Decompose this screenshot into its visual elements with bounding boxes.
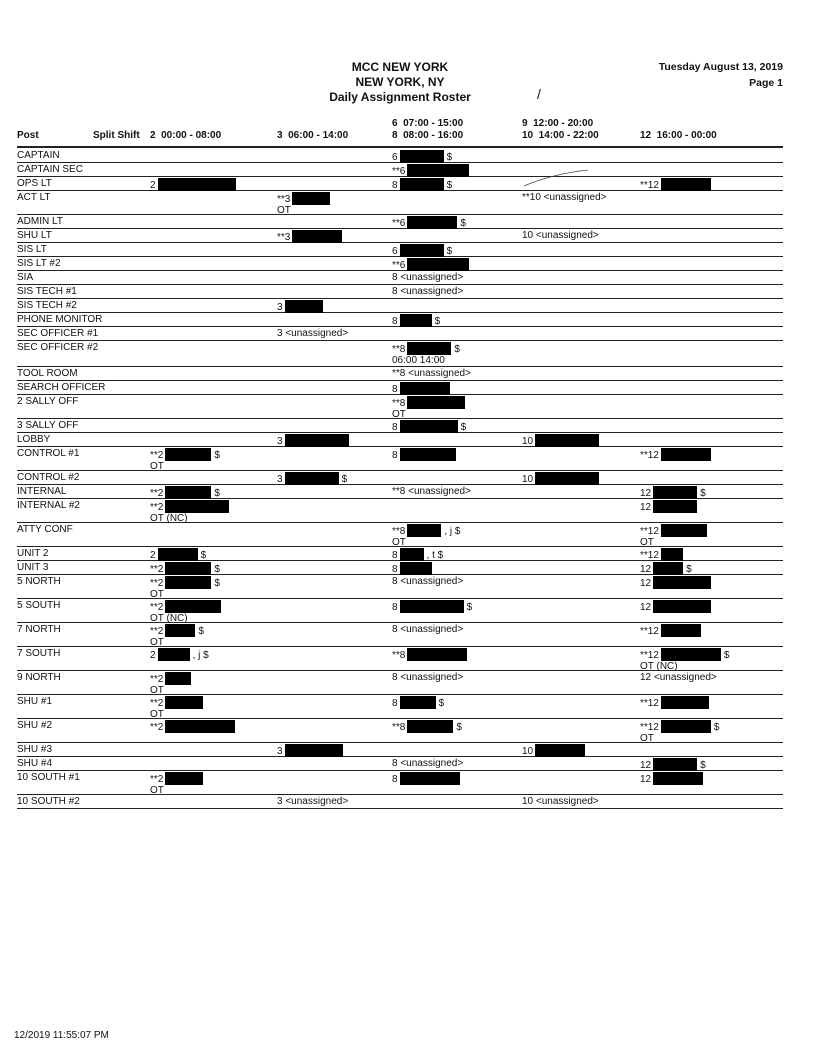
- assignment-cell: [640, 576, 711, 589]
- post-name: SHU #1: [17, 696, 53, 707]
- assignment-note: OT: [150, 709, 164, 720]
- redaction-bar: [653, 600, 711, 613]
- assignment-note: OT (NC): [640, 661, 678, 672]
- redaction-bar: [400, 448, 456, 461]
- assignment-shift: 2: [150, 550, 156, 561]
- table-row: [17, 366, 783, 381]
- assignment-flag: $: [446, 246, 453, 257]
- redaction-bar: [165, 600, 221, 613]
- table-row: [17, 340, 783, 367]
- assignment-shift: 8: [392, 422, 398, 433]
- assignment-shift: **12: [640, 550, 659, 561]
- redaction-bar: [400, 696, 436, 709]
- assignment-shift: 10: [522, 436, 534, 447]
- table-row: [17, 718, 783, 743]
- redaction-bar: [653, 500, 697, 513]
- table-row: [17, 394, 783, 419]
- assignment-flag: , j $: [192, 650, 209, 661]
- redaction-bar: [661, 648, 721, 661]
- assignment-cell: [392, 600, 472, 613]
- assignment-cell: [150, 672, 191, 696]
- assignment-shift: **8: [392, 398, 406, 409]
- col-post: Post: [17, 130, 39, 141]
- assignment-shift: **12: [640, 722, 659, 733]
- assignment-note: 06:00 14:00: [392, 355, 445, 366]
- assignment-cell: [640, 448, 711, 461]
- assignment-note: OT (NC): [150, 513, 188, 524]
- assignment-shift: **10 <unassigned>: [522, 192, 607, 203]
- assignment-shift: 3: [277, 746, 283, 757]
- assignment-shift: **2: [150, 674, 164, 685]
- table-row: [17, 176, 783, 191]
- assignment-flag: $: [686, 564, 692, 575]
- assignment-cell: [392, 342, 460, 366]
- facility-name: MCC NEW YORK: [351, 60, 449, 74]
- assignment-cell: [392, 696, 444, 709]
- redaction-bar: [165, 448, 211, 461]
- assignment-shift: 8: [392, 774, 398, 785]
- assignment-cell: [522, 230, 599, 241]
- assignment-flag: $: [200, 550, 207, 561]
- assignment-flag: $: [214, 488, 220, 499]
- table-row: [17, 560, 783, 575]
- assignment-cell: [640, 624, 701, 637]
- assignment-flag: $: [460, 422, 467, 433]
- assignment-shift: 12: [640, 602, 652, 613]
- assignment-flag: $: [456, 722, 462, 733]
- redaction-bar: [407, 524, 441, 537]
- col-shift-3: 3 06:00 - 14:00: [277, 130, 349, 141]
- assignment-flag: $: [466, 602, 473, 613]
- assignment-shift: 3: [277, 474, 283, 485]
- assignment-shift: **2: [150, 774, 164, 785]
- assignment-flag: $: [198, 626, 204, 637]
- post-name: SEC OFFICER #1: [17, 328, 99, 339]
- assignment-flag: $: [713, 722, 720, 733]
- redaction-bar: [165, 500, 229, 513]
- assignment-shift: 8: [392, 602, 398, 613]
- assignment-cell: [640, 696, 709, 709]
- post-name: 5 SOUTH: [17, 600, 61, 611]
- assignment-note: OT: [640, 733, 654, 744]
- assignment-cell: [277, 192, 330, 216]
- assignment-note: OT: [277, 205, 291, 216]
- table-row: [17, 432, 783, 447]
- assignment-shift: 3: [277, 436, 283, 447]
- post-name: INTERNAL: [17, 486, 67, 497]
- assignment-cell: [640, 648, 729, 672]
- assignment-shift: 10 <unassigned>: [522, 796, 599, 807]
- post-name: 7 NORTH: [17, 624, 61, 635]
- table-row: [17, 622, 783, 647]
- assignment-shift: 8: [392, 384, 398, 395]
- redaction-bar: [661, 696, 709, 709]
- assignment-cell: [522, 192, 607, 203]
- assignment-shift: **12: [640, 526, 659, 537]
- col-shift-2: 2 00:00 - 08:00: [150, 130, 222, 141]
- assignment-shift: 10: [522, 474, 534, 485]
- assignment-shift: **2: [150, 602, 164, 613]
- assignment-cell: [392, 772, 460, 785]
- post-name: ATTY CONF: [17, 524, 73, 535]
- assignment-shift: **12: [640, 450, 659, 461]
- assignment-shift: **8: [392, 526, 406, 537]
- assignment-shift: 8 <unassigned>: [392, 758, 464, 769]
- assignment-cell: [150, 772, 203, 796]
- post-name: SHU LT: [17, 230, 52, 241]
- assignment-flag: , j $: [444, 526, 461, 537]
- assignment-shift: **2: [150, 578, 164, 589]
- redaction-bar: [661, 624, 701, 637]
- redaction-bar: [407, 342, 451, 355]
- redaction-bar: [400, 772, 460, 785]
- assignment-cell: [150, 720, 235, 733]
- assignment-cell: [640, 772, 703, 785]
- redaction-bar: [165, 720, 235, 733]
- assignment-shift: **2: [150, 564, 164, 575]
- post-name: SIS LT: [17, 244, 47, 255]
- assignment-note: OT: [392, 537, 406, 548]
- assignment-cell: [150, 500, 229, 524]
- assignment-cell: [150, 624, 204, 648]
- report-date: Tuesday August 13, 2019: [658, 61, 783, 73]
- post-name: CONTROL #2: [17, 472, 80, 483]
- assignment-shift: **2: [150, 722, 164, 733]
- assignment-shift: 8: [392, 550, 398, 561]
- assignment-shift: 8: [392, 180, 398, 191]
- table-row: [17, 694, 783, 719]
- assignment-cell: [150, 576, 220, 600]
- post-name: SHU #2: [17, 720, 53, 731]
- post-name: 10 SOUTH #1: [17, 772, 80, 783]
- pen-mark: /: [537, 86, 541, 102]
- assignment-note: OT: [150, 461, 164, 472]
- assignment-note: OT: [150, 637, 164, 648]
- post-name: UNIT 3: [17, 562, 49, 573]
- assignment-flag: $: [341, 474, 348, 485]
- post-name: 9 NORTH: [17, 672, 61, 683]
- assignment-flag: $: [723, 650, 730, 661]
- col-split-shift: Split Shift: [93, 130, 140, 141]
- assignment-shift: 6: [392, 152, 398, 163]
- redaction-bar: [165, 576, 211, 589]
- post-name: CAPTAIN SEC: [17, 164, 83, 175]
- post-name: SHU #4: [17, 758, 53, 769]
- post-name: SIS TECH #2: [17, 300, 77, 311]
- assignment-cell: [392, 272, 463, 283]
- redaction-bar: [400, 600, 464, 613]
- post-name: 2 SALLY OFF: [17, 396, 79, 407]
- assignment-cell: [522, 796, 599, 807]
- assignment-shift: 2: [150, 180, 156, 191]
- assignment-cell: [640, 672, 717, 683]
- table-row: [17, 148, 783, 163]
- assignment-shift: **3: [277, 194, 291, 205]
- assignment-shift: 2: [150, 650, 156, 661]
- assignment-shift: **2: [150, 450, 164, 461]
- assignment-cell: [640, 600, 711, 613]
- table-row: [17, 326, 783, 341]
- assignment-shift: 12: [640, 774, 652, 785]
- assignment-cell: [640, 524, 707, 548]
- assignment-shift: 12: [640, 502, 652, 513]
- post-name: UNIT 2: [17, 548, 49, 559]
- post-name: SEC OFFICER #2: [17, 342, 99, 353]
- table-row: [17, 794, 783, 809]
- table-row: [17, 380, 783, 395]
- table-row: [17, 522, 783, 547]
- assignment-flag: $: [214, 578, 220, 589]
- assignment-shift: 8 <unassigned>: [392, 576, 464, 587]
- assignment-shift: 10 <unassigned>: [522, 230, 599, 241]
- table-row: [17, 546, 783, 561]
- assignment-flag: $: [700, 760, 706, 771]
- table-row: [17, 298, 783, 313]
- assignment-shift: **12: [640, 650, 659, 661]
- facility-location: NEW YORK, NY: [355, 75, 445, 89]
- assignment-cell: [392, 396, 465, 420]
- post-name: ADMIN LT: [17, 216, 63, 227]
- assignment-shift: **6: [392, 166, 406, 177]
- redaction-bar: [407, 396, 465, 409]
- assignment-cell: [150, 600, 221, 624]
- pen-scribble: [522, 168, 592, 190]
- assignment-cell: [150, 448, 220, 472]
- assignment-flag: $: [446, 152, 453, 163]
- table-row: [17, 498, 783, 523]
- table-row: [17, 756, 783, 771]
- redaction-bar: [407, 720, 453, 733]
- assignment-shift: 8 <unassigned>: [392, 672, 464, 683]
- table-row: [17, 190, 783, 215]
- assignment-note: OT: [150, 785, 164, 796]
- table-row: [17, 162, 783, 177]
- table-row: [17, 470, 783, 485]
- post-name: 7 SOUTH: [17, 648, 61, 659]
- redaction-bar: [158, 648, 190, 661]
- table-row: [17, 646, 783, 671]
- assignment-shift: **6: [392, 260, 406, 271]
- post-name: SIS TECH #1: [17, 286, 77, 297]
- assignment-note: OT (NC): [150, 613, 188, 624]
- assignment-note: OT: [150, 685, 164, 696]
- assignment-shift: **12: [640, 180, 659, 191]
- assignment-shift: **8 <unassigned>: [392, 486, 471, 497]
- page-title: Daily Assignment Roster: [329, 90, 471, 104]
- assignment-cell: [277, 328, 348, 339]
- page-number: Page 1: [749, 77, 783, 89]
- table-row: [17, 214, 783, 229]
- assignment-shift: 3: [277, 302, 283, 313]
- assignment-shift: 12: [640, 578, 652, 589]
- assignment-flag: , t $: [426, 550, 444, 561]
- assignment-shift: 3 <unassigned>: [277, 328, 349, 339]
- table-row: [17, 742, 783, 757]
- table-row: [17, 256, 783, 271]
- table-row: [17, 270, 783, 285]
- redaction-bar: [653, 772, 703, 785]
- assignment-shift: **2: [150, 626, 164, 637]
- assignment-shift: **12: [640, 626, 659, 637]
- post-name: LOBBY: [17, 434, 51, 445]
- assignment-flag: $: [438, 698, 445, 709]
- assignment-cell: [392, 576, 463, 587]
- assignment-shift: **2: [150, 488, 164, 499]
- assignment-shift: 12: [640, 488, 652, 499]
- assignment-note: OT: [392, 409, 406, 420]
- assignment-flag: $: [434, 316, 441, 327]
- table-row: [17, 242, 783, 257]
- assignment-shift: **8: [392, 722, 406, 733]
- assignment-shift: 8: [392, 698, 398, 709]
- post-name: 5 NORTH: [17, 576, 61, 587]
- assignment-shift: **12: [640, 698, 659, 709]
- col-shift-6: 6 07:00 - 15:00: [392, 118, 464, 129]
- assignment-cell: [150, 648, 209, 661]
- assignment-cell: [392, 448, 456, 461]
- assignment-flag: $: [446, 180, 453, 191]
- redaction-bar: [292, 192, 330, 205]
- post-name: SIS LT #2: [17, 258, 61, 269]
- assignment-flag: $: [214, 564, 220, 575]
- table-row: [17, 228, 783, 243]
- redaction-bar: [165, 772, 203, 785]
- table-row: [17, 484, 783, 499]
- assignment-shift: 12: [640, 760, 652, 771]
- assignment-shift: 8 <unassigned>: [392, 286, 464, 297]
- assignment-cell: [277, 796, 348, 807]
- assignment-shift: **2: [150, 698, 164, 709]
- post-name: INTERNAL #2: [17, 500, 80, 511]
- redaction-bar: [653, 576, 711, 589]
- assignment-shift: 6: [392, 246, 398, 257]
- assignment-shift: 8: [392, 564, 398, 575]
- redaction-bar: [165, 696, 203, 709]
- assignment-cell: [392, 624, 463, 635]
- post-name: OPS LT: [17, 178, 52, 189]
- post-name: PHONE MONITOR: [17, 314, 103, 325]
- assignment-shift: **8 <unassigned>: [392, 368, 471, 379]
- post-name: 3 SALLY OFF: [17, 420, 79, 431]
- assignment-shift: 8: [392, 316, 398, 327]
- assignment-cell: [150, 696, 203, 720]
- assignment-flag: $: [214, 450, 220, 461]
- assignment-cell: [392, 486, 471, 497]
- assignment-cell: [640, 500, 697, 513]
- assignment-cell: [392, 672, 463, 683]
- assignment-flag: $: [700, 488, 706, 499]
- table-row: [17, 770, 783, 795]
- redaction-bar: [661, 720, 711, 733]
- assignment-cell: [392, 368, 471, 379]
- post-name: SIA: [17, 272, 34, 283]
- table-row: [17, 312, 783, 327]
- print-timestamp: 12/2019 11:55:07 PM: [14, 1030, 109, 1041]
- post-name: CAPTAIN: [17, 150, 60, 161]
- assignment-shift: 10: [522, 746, 534, 757]
- table-row: [17, 574, 783, 599]
- assignment-note: OT: [150, 589, 164, 600]
- assignment-shift: 12: [640, 564, 652, 575]
- post-name: 10 SOUTH #2: [17, 796, 80, 807]
- post-name: SEARCH OFFICER: [17, 382, 106, 393]
- redaction-bar: [165, 624, 195, 637]
- assignment-shift: 8 <unassigned>: [392, 624, 464, 635]
- redaction-bar: [661, 524, 707, 537]
- table-row: [17, 284, 783, 299]
- assignment-flag: $: [454, 344, 460, 355]
- assignment-shift: 3 <unassigned>: [277, 796, 349, 807]
- redaction-bar: [661, 448, 711, 461]
- post-name: SHU #3: [17, 744, 53, 755]
- redaction-bar: [165, 672, 191, 685]
- assignment-shift: **3: [277, 232, 291, 243]
- post-name: CONTROL #1: [17, 448, 80, 459]
- col-shift-9: 9 12:00 - 20:00: [522, 118, 594, 129]
- assignment-flag: $: [460, 218, 466, 229]
- assignment-note: OT: [640, 537, 654, 548]
- col-shift-12: 12 16:00 - 00:00: [640, 130, 717, 141]
- post-name: ACT LT: [17, 192, 51, 203]
- assignment-shift: **2: [150, 502, 164, 513]
- assignment-shift: **8: [392, 650, 406, 661]
- assignment-shift: 12 <unassigned>: [640, 672, 717, 683]
- col-shift-8: 8 08:00 - 16:00: [392, 130, 464, 141]
- post-name: TOOL ROOM: [17, 368, 78, 379]
- table-row: [17, 418, 783, 433]
- assignment-cell: [640, 720, 719, 744]
- table-row: [17, 670, 783, 695]
- table-row: [17, 598, 783, 623]
- assignment-cell: [392, 720, 462, 733]
- assignment-shift: 8: [392, 450, 398, 461]
- assignment-cell: [392, 286, 463, 297]
- redaction-bar: [407, 648, 467, 661]
- col-shift-10: 10 14:00 - 22:00: [522, 130, 599, 141]
- assignment-cell: [392, 648, 467, 661]
- table-row: [17, 446, 783, 471]
- assignment-shift: 8 <unassigned>: [392, 272, 464, 283]
- assignment-cell: [392, 758, 463, 769]
- assignment-shift: **8: [392, 344, 406, 355]
- assignment-shift: **6: [392, 218, 406, 229]
- assignment-cell: [392, 524, 460, 548]
